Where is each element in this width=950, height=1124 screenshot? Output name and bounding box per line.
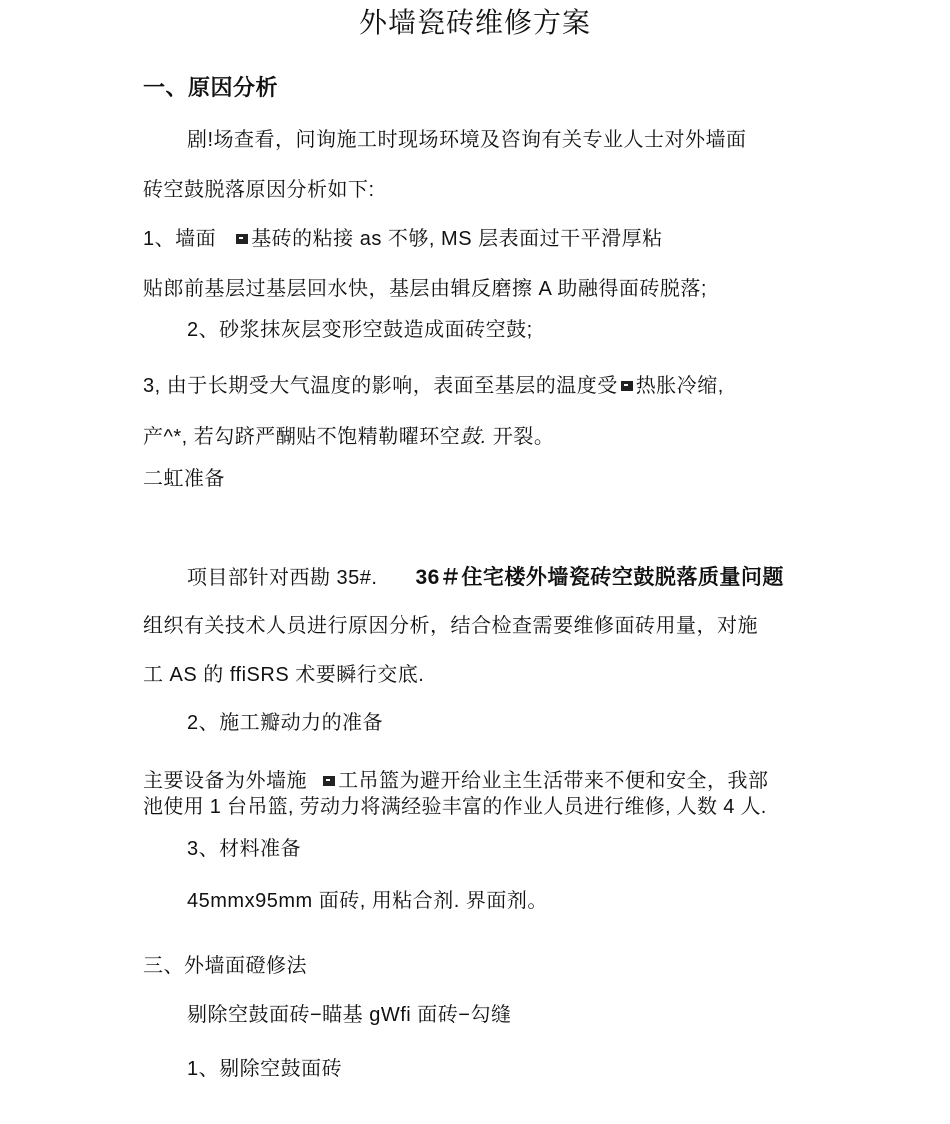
- section-2-item-3-text: 45mmx95mm 面砖, 用粘合剂. 界面剂。: [187, 890, 548, 912]
- item-3-line2-text-b: 开裂。: [486, 426, 555, 448]
- section-2-item-1-line-2: 组织有关技术人员进行原因分析，结合检查需要维修面砖用量，对施: [143, 615, 758, 637]
- section-2-item-1-bold: 36＃住宅楼外墙瓷砖空鼓脱落质量问题: [415, 566, 784, 589]
- section-3-flow: 剔除空鼓面砖−瞄基 gWfi 面砖−勾缝: [187, 1004, 512, 1026]
- section-1-item-3-line-2: [143, 425, 554, 449]
- item-3-text-a: 3, 由于长期受大气温度的影响，表面至基层的温度受: [143, 375, 618, 397]
- section-2-item-3-title: 3、材料准备: [187, 838, 302, 860]
- section-1-item-1-line-1: [143, 227, 663, 251]
- section-1-paragraph-line-1: 剧!场查看，问询施工时现场环境及咨询有关专业人士对外墙面: [187, 129, 747, 151]
- item-1-text: 基砖的粘接 as 不够, MS 层表面过干平滑厚粘: [251, 228, 663, 250]
- section-1-item-1-line-2: 贴郎前基层过基层回水快，基层由辑反磨擦 A 助融得面砖脱落;: [143, 278, 707, 300]
- scan-artifact-icon: [621, 381, 633, 391]
- item-3-text-b: 热胀冷缩,: [635, 375, 724, 397]
- section-2-item-2-text-b: 工吊篮为避开给业主生活带来不便和安全，我部: [338, 770, 769, 792]
- item-3-line2-italic: 鼓.: [460, 426, 487, 448]
- section-1-item-3-line-1: [143, 374, 724, 398]
- section-1-paragraph-line-2: 砖空鼓脱落原因分析如下:: [143, 179, 375, 201]
- section-2-item-1-text: 项目部针对西勘 35#.: [187, 567, 378, 589]
- section-2-item-2-title: 2、施工瓣动力的准备: [187, 712, 384, 734]
- scan-artifact-icon: [236, 234, 248, 244]
- item-1-prefix: 1、墙面: [143, 228, 217, 250]
- section-3-item-1: 1、剔除空鼓面砖: [187, 1058, 343, 1080]
- document-title: 外墙瓷砖维修方案: [358, 6, 591, 39]
- section-1-heading: 一、原因分析: [143, 75, 279, 100]
- section-2-item-1-line-3: 工 AS 的 ffiSRS 术要瞬行交底.: [143, 664, 425, 686]
- section-2-item-2-line-2: 池使用 1 台吊篮, 劳动力将满经验丰富的作业人员进行维修, 人数 4 人.: [143, 796, 767, 818]
- section-2-heading: 二虹准备: [143, 468, 225, 490]
- scan-artifact-icon: [323, 776, 335, 786]
- item-3-line2-text-a: 产^*, 若勾跻严醐贴不饱精勒曜环空: [143, 426, 461, 448]
- section-1-item-2: 2、砂浆抹灰层变形空鼓造成面砖空鼓;: [187, 319, 533, 341]
- section-2-item-1-line-1: [187, 566, 784, 590]
- section-2-item-2-line-1: [143, 769, 769, 793]
- section-3-heading: 三、外墙面磴修法: [143, 955, 307, 977]
- section-2-item-2-text-a: 主要设备为外墙施: [143, 770, 307, 792]
